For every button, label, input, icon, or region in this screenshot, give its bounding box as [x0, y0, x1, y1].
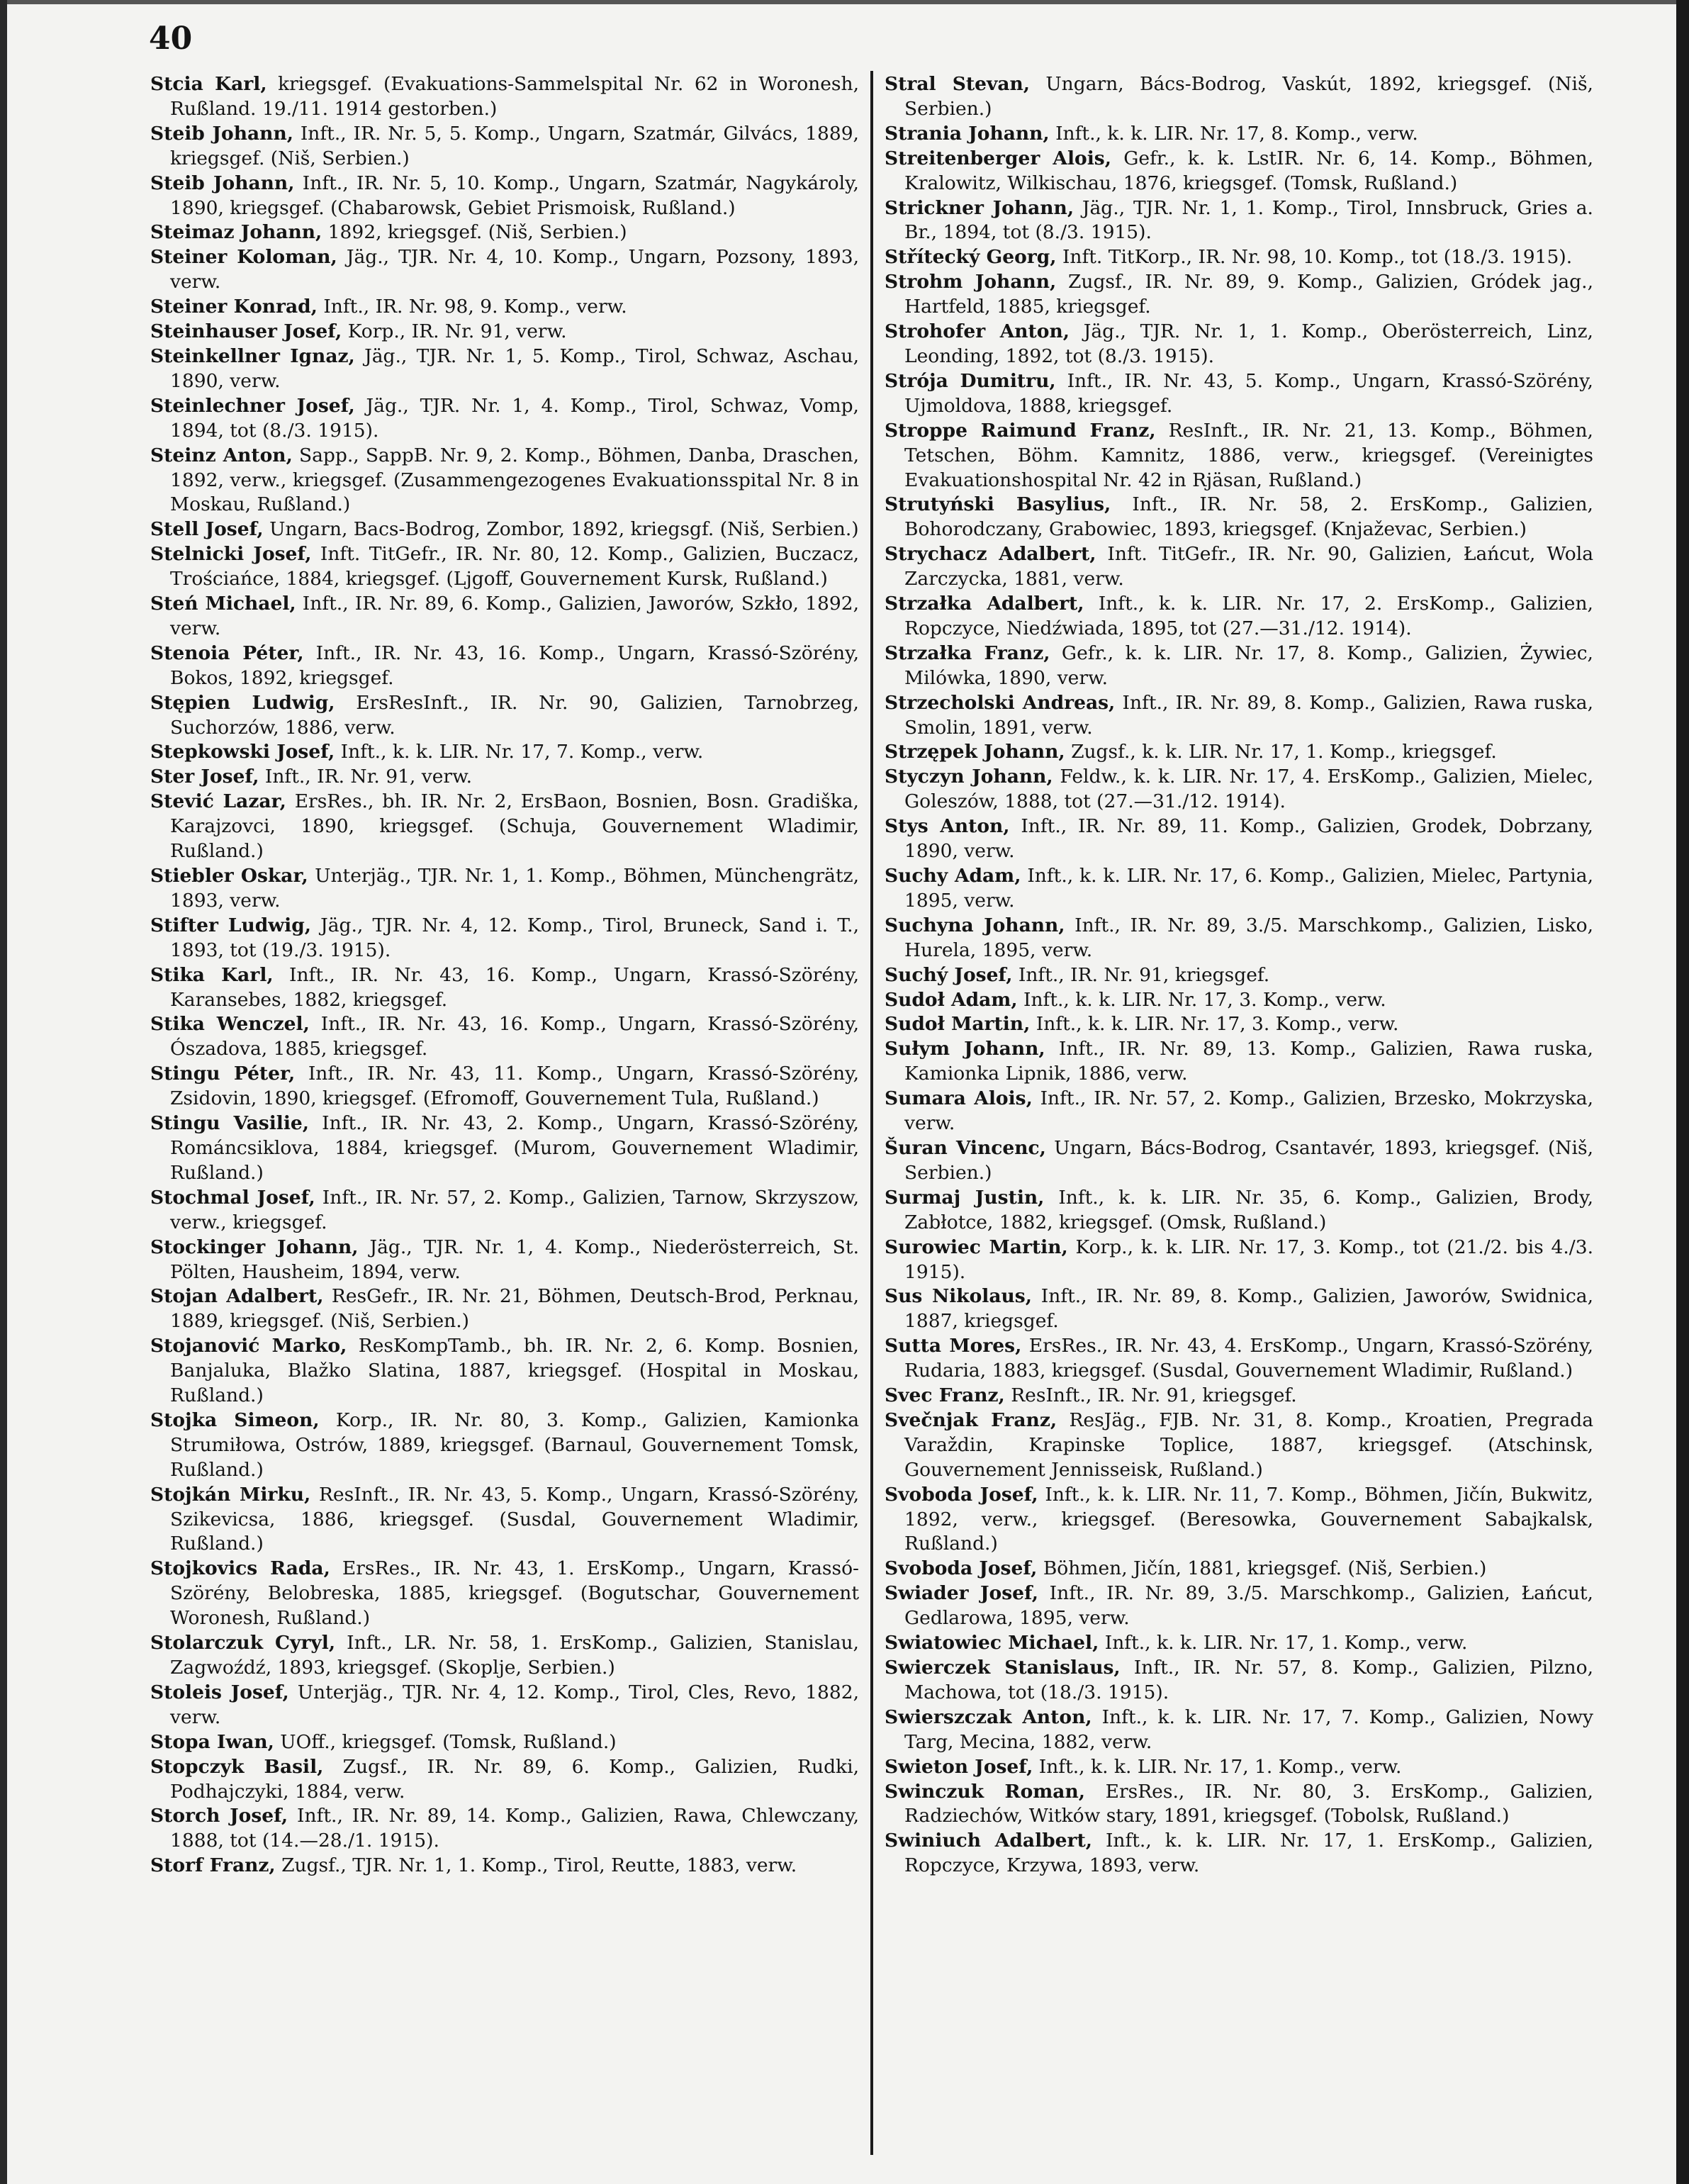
- entry-name: Steń Michael,: [150, 593, 296, 615]
- entry-name: Steinkellner Ignaz,: [150, 345, 355, 367]
- entry-details: Inft., k. k. LIR. Nr. 17, 8. Komp., verw.: [1049, 122, 1418, 145]
- list-entry: [150, 864, 859, 914]
- entry-details: Inft., LR. Nr. 58, 1. ErsKomp., Galizien, Stanislau, Zagwoźdź, 1893, kriegsgef. (Skoplje, Serbien.): [170, 1632, 859, 1679]
- entry-name: Stepkowski Josef,: [150, 741, 335, 763]
- entry-details: Inft. TitGefr., IR. Nr. 90, Galizien, Łańcut, Wola Zarczycka, 1881, verw.: [904, 543, 1593, 590]
- entry-name: Swiatowiec Michael,: [885, 1632, 1099, 1654]
- entry-details: Inft., IR. Nr. 43, 16. Komp., Ungarn, Krassó-Szörény, Ószadova, 1885, kriegsgef.: [170, 1013, 859, 1060]
- entry-name: Ster Josef,: [150, 766, 259, 788]
- entry-name: Stelnicki Josef,: [150, 543, 312, 566]
- entry-name: Steinlechner Josef,: [150, 394, 355, 417]
- list-entry: [885, 864, 1593, 914]
- entry-name: Strója Dumitru,: [885, 369, 1056, 392]
- entry-name: Suchyna Johann,: [885, 914, 1065, 936]
- list-entry: [885, 1087, 1593, 1136]
- entry-name: Storf Franz,: [150, 1854, 276, 1877]
- entry-name: Suchy Adam,: [885, 865, 1021, 887]
- entry-details: Inft., IR. Nr. 57, 2. Komp., Galizien, Brzesko, Mokrzyska, verw.: [904, 1087, 1593, 1135]
- entry-details: Korp., IR. Nr. 80, 3. Komp., Galizien, Kamionka Strumiłowa, Ostrów, 1889, kriegsgef. (Barnaul, Gouvernement Tomsk, Rußland.): [170, 1409, 859, 1481]
- entry-details: Inft., k. k. LIR. Nr. 11, 7. Komp., Böhmen, Jičín, Bukwitz, 1892, verw., kriegsgef. (Beresowka, Gouvernement Sabajkalsk, Rußland.): [904, 1483, 1593, 1555]
- entry-details: Inft., IR. Nr. 89, 14. Komp., Galizien, Rawa, Chlewczany, 1888, tot (14.—28./1. 1915).: [170, 1805, 859, 1852]
- scan-border-top: [0, 0, 1689, 4]
- list-entry: [150, 1012, 859, 1062]
- entry-name: Stojka Simeon,: [150, 1409, 320, 1431]
- entry-details: Inft., IR. Nr. 89, 13. Komp., Galizien, Rawa ruska, Kamionka Lipnik, 1886, verw.: [904, 1038, 1593, 1085]
- list-entry: [885, 1706, 1593, 1755]
- entry-name: Stys Anton,: [885, 815, 1010, 838]
- entry-name: Storch Josef,: [150, 1805, 288, 1827]
- entry-details: Jäg., TJR. Nr. 1, 1. Komp., Oberösterreich, Linz, Leonding, 1892, tot (8./3. 1915).: [904, 320, 1593, 367]
- list-entry: [150, 1483, 859, 1557]
- list-entry: [885, 1656, 1593, 1706]
- entry-details: Jäg., TJR. Nr. 1, 5. Komp., Tirol, Schwaz, Aschau, 1890, verw.: [170, 345, 859, 392]
- list-entry: [150, 122, 859, 172]
- entry-details: Inft., k. k. LIR. Nr. 35, 6. Komp., Galizien, Brody, Zabłotce, 1882, kriegsgef. (Omsk, Rußland.): [904, 1186, 1593, 1233]
- entry-name: Sumara Alois,: [885, 1087, 1033, 1110]
- list-entry: [885, 542, 1593, 592]
- entry-name: Střítecký Georg,: [885, 246, 1057, 269]
- list-entry: [885, 1557, 1593, 1581]
- entry-details: Inft., IR. Nr. 43, 5. Komp., Ungarn, Krassó-Szörény, Ujmoldova, 1888, kriegsgef.: [904, 369, 1593, 417]
- list-entry: [885, 765, 1593, 814]
- list-entry: [150, 592, 859, 642]
- entry-details: Inft., IR. Nr. 43, 2. Komp., Ungarn, Krassó-Szörény, Románcsiklova, 1884, kriegsgef. (Murom, Gouvernement Wladimir, Rußland.): [170, 1112, 859, 1184]
- entry-details: Inft., IR. Nr. 89, 8. Komp., Galizien, Rawa ruska, Smolin, 1891, verw.: [904, 691, 1593, 739]
- entry-name: Stral Stevan,: [885, 73, 1031, 95]
- list-entry: [885, 1037, 1593, 1087]
- entry-name: Stell Josef,: [150, 518, 264, 541]
- entry-details: Zugsf., TJR. Nr. 1, 1. Komp., Tirol, Reutte, 1883, verw.: [275, 1854, 797, 1877]
- list-entry: [150, 1284, 859, 1334]
- entry-details: Inft., k. k. LIR. Nr. 17, 7. Komp., verw.: [335, 741, 704, 763]
- entry-details: Inft., k. k. LIR. Nr. 17, 6. Komp., Galizien, Mielec, Partynia, 1895, verw.: [904, 865, 1593, 912]
- entry-name: Stika Wenczel,: [150, 1013, 310, 1036]
- entry-details: Inft., IR. Nr. 89, 11. Komp., Galizien, Grodek, Dobrzany, 1890, verw.: [904, 815, 1593, 863]
- list-entry: [150, 1186, 859, 1236]
- entry-name: Strohofer Anton,: [885, 320, 1070, 343]
- entry-details: ErsRes., IR. Nr. 43, 1. ErsKomp., Ungarn, Krassó-Szörény, Belobreska, 1885, kriegsgef. (Bogutschar, Gouvernement Woronesh, Rußland.): [170, 1557, 859, 1630]
- list-entry: [150, 1557, 859, 1631]
- entry-details: Inft., IR. Nr. 89, 3./5. Marschkomp., Galizien, Łańcut, Gedlarowa, 1895, verw.: [904, 1582, 1593, 1630]
- entry-name: Stika Karl,: [150, 963, 274, 986]
- entry-name: Stojkán Mirku,: [150, 1483, 311, 1506]
- list-entry: [150, 740, 859, 765]
- entry-name: Stroppe Raimund Franz,: [885, 419, 1156, 442]
- entry-name: Stopczyk Basil,: [150, 1755, 324, 1778]
- list-entry: [885, 1581, 1593, 1631]
- entry-details: ResJäg., FJB. Nr. 31, 8. Komp., Kroatien, Pregrada Varaždin, Krapinske Toplice, 1887, kriegsgef. (Atschinsk, Gouvernement Jennisseisk, Rußland.): [904, 1409, 1593, 1481]
- entry-name: Strania Johann,: [885, 122, 1050, 145]
- entry-details: ResInft., IR. Nr. 43, 5. Komp., Ungarn, Krassó-Szörény, Szikevicsa, 1886, kriegsgef. (Susdal, Gouvernement Wladimir, Rußland.): [170, 1483, 859, 1555]
- entry-name: Swierczek Stanislaus,: [885, 1657, 1121, 1679]
- entry-details: ResInft., IR. Nr. 21, 13. Komp., Böhmen, Tetschen, Böhm. Kamnitz, 1886, verw., kriegsgef. (Vereinigtes Evakuationshospital Nr. 42 in Rjäsan, Rußland.): [904, 419, 1593, 491]
- entry-details: Inft., IR. Nr. 89, 8. Komp., Galizien, Jaworów, Swidnica, 1887, kriegsgef.: [904, 1285, 1593, 1333]
- entry-details: Jäg., TJR. Nr. 1, 4. Komp., Tirol, Schwaz, Vomp, 1894, tot (8./3. 1915).: [170, 394, 859, 442]
- entry-details: Böhmen, Jičín, 1881, kriegsgef. (Niš, Serbien.): [1037, 1557, 1487, 1580]
- list-entry: [150, 345, 859, 394]
- list-entry: [885, 1829, 1593, 1878]
- entry-details: Gefr., k. k. LIR. Nr. 17, 8. Komp., Galizien, Żywiec, Milówka, 1890, verw.: [904, 642, 1593, 689]
- list-entry: [885, 493, 1593, 542]
- list-entry: [150, 1854, 859, 1878]
- entry-name: Stcia Karl,: [150, 73, 267, 95]
- entry-details: Ungarn, Bács-Bodrog, Csantavér, 1893, kriegsgef. (Niš, Serbien.): [904, 1136, 1593, 1184]
- list-entry: [885, 245, 1593, 270]
- list-entry: [885, 642, 1593, 691]
- list-entry: [150, 914, 859, 963]
- list-entry: [885, 1409, 1593, 1483]
- entry-details: Inft., IR. Nr. 58, 2. ErsKomp., Galizien, Bohorodczany, Grabowiec, 1893, kriegsgef. (Knjaževac, Serbien.): [904, 493, 1593, 541]
- entry-details: Korp., IR. Nr. 91, verw.: [342, 320, 567, 343]
- entry-name: Swieton Josef,: [885, 1755, 1033, 1778]
- entry-name: Strzępek Johann,: [885, 741, 1065, 763]
- entry-name: Streitenberger Alois,: [885, 147, 1111, 169]
- entry-name: Surowiec Martin,: [885, 1236, 1068, 1258]
- entry-name: Šuran Vincenc,: [885, 1136, 1046, 1159]
- entry-details: Inft., IR. Nr. 91, kriegsgef.: [1012, 963, 1270, 986]
- list-entry: [885, 1384, 1593, 1409]
- entry-name: Stojan Adalbert,: [150, 1285, 324, 1308]
- entry-name: Svečnjak Franz,: [885, 1409, 1057, 1431]
- entry-details: Zugsf., IR. Nr. 89, 6. Komp., Galizien, Rudki, Podhajczyki, 1884, verw.: [170, 1755, 859, 1803]
- list-entry: [150, 245, 859, 295]
- list-entry: [150, 1755, 859, 1805]
- entry-name: Strychacz Adalbert,: [885, 543, 1096, 566]
- entry-details: Zugsf., k. k. LIR. Nr. 17, 1. Komp., kriegsgef.: [1065, 741, 1497, 763]
- list-entry: [150, 72, 859, 122]
- entry-name: Stępien Ludwig,: [150, 691, 335, 714]
- entry-name: Sułym Johann,: [885, 1038, 1045, 1060]
- entry-name: Strickner Johann,: [885, 196, 1074, 219]
- entry-name: Stoleis Josef,: [150, 1681, 289, 1703]
- entry-name: Suchý Josef,: [885, 963, 1013, 986]
- scan-border-right: [1676, 0, 1689, 2184]
- list-entry: [885, 1236, 1593, 1285]
- entry-name: Strutyński Basylius,: [885, 493, 1111, 516]
- entry-name: Steib Johann,: [150, 122, 293, 145]
- entry-name: Stingu Vasilie,: [150, 1112, 309, 1135]
- list-entry: [150, 642, 859, 691]
- list-entry: [150, 691, 859, 741]
- entry-name: Sudoł Martin,: [885, 1013, 1031, 1036]
- list-entry: [150, 1730, 859, 1755]
- entry-details: Inft., k. k. LIR. Nr. 17, 2. ErsKomp., Galizien, Ropczyce, Niedźwiada, 1895, tot (27.—31./12. 1914).: [904, 593, 1593, 639]
- list-entry: [885, 814, 1593, 864]
- column-divider: [870, 71, 873, 2155]
- entry-details: Inft., IR. Nr. 57, 8. Komp., Galizien, Pilzno, Machowa, tot (18./3. 1915).: [904, 1657, 1593, 1703]
- list-entry: [885, 914, 1593, 963]
- list-entry: [885, 1334, 1593, 1384]
- entry-details: Jäg., TJR. Nr. 1, 4. Komp., Niederösterreich, St. Pölten, Hausheim, 1894, verw.: [170, 1236, 859, 1283]
- entry-details: Jäg., TJR. Nr. 1, 1. Komp., Tirol, Innsbruck, Gries a. Br., 1894, tot (8./3. 1915).: [904, 196, 1593, 244]
- left-column: [150, 72, 859, 2163]
- entry-name: Stević Lazar,: [150, 790, 286, 813]
- entry-name: Surmaj Justin,: [885, 1186, 1045, 1209]
- list-entry: [885, 270, 1593, 320]
- entry-details: Ungarn, Bács-Bodrog, Vaskút, 1892, kriegsgef. (Niš, Serbien.): [904, 73, 1593, 120]
- list-entry: [885, 419, 1593, 493]
- entry-name: Stifter Ludwig,: [150, 914, 311, 936]
- list-entry: [150, 1334, 859, 1409]
- list-entry: [885, 122, 1593, 147]
- list-entry: [885, 147, 1593, 196]
- entry-name: Steiner Konrad,: [150, 296, 318, 318]
- entry-name: Swiader Josef,: [885, 1582, 1039, 1605]
- entry-name: Steinhauser Josef,: [150, 320, 342, 343]
- entry-details: ErsResInft., IR. Nr. 90, Galizien, Tarnobrzeg, Suchorzów, 1886, verw.: [170, 691, 859, 739]
- entry-details: Unterjäg., TJR. Nr. 4, 12. Komp., Tirol, Cles, Revo, 1882, verw.: [170, 1681, 859, 1728]
- entry-name: Svoboda Josef,: [885, 1483, 1038, 1506]
- list-entry: [150, 295, 859, 320]
- list-entry: [150, 320, 859, 345]
- list-entry: [885, 1755, 1593, 1780]
- list-entry: [885, 963, 1593, 988]
- list-entry: [150, 394, 859, 444]
- entry-name: Steiner Koloman,: [150, 246, 337, 269]
- entry-details: ErsRes., IR. Nr. 80, 3. ErsKomp., Galizien, Radziechów, Witków stary, 1891, kriegsgef. (Tobolsk, Rußland.): [904, 1780, 1593, 1827]
- entry-details: Inft., IR. Nr. 89, 3./5. Marschkomp., Galizien, Lisko, Hurela, 1895, verw.: [904, 914, 1593, 961]
- list-entry: [150, 765, 859, 790]
- entry-details: Inft., IR. Nr. 43, 11. Komp., Ungarn, Krassó-Szörény, Zsidovin, 1890, kriegsgef. (Efromoff, Gouvernement Tula, Rußland.): [170, 1063, 859, 1110]
- entry-details: Gefr., k. k. LstIR. Nr. 6, 14. Komp., Böhmen, Kralowitz, Wilkischau, 1876, kriegsgef. (Tomsk, Rußland.): [904, 147, 1593, 194]
- entry-details: ResGefr., IR. Nr. 21, Böhmen, Deutsch-Brod, Perknau, 1889, kriegsgef. (Niš, Serbien.): [170, 1285, 859, 1333]
- list-entry: [150, 1681, 859, 1730]
- list-entry: [885, 1631, 1593, 1656]
- entry-name: Stopa Iwan,: [150, 1730, 274, 1753]
- entry-name: Stojkovics Rada,: [150, 1557, 330, 1580]
- list-entry: [885, 72, 1593, 122]
- entry-name: Steib Johann,: [150, 172, 295, 194]
- entry-details: Inft., IR. Nr. 5, 5. Komp., Ungarn, Szatmár, Gilvács, 1889, kriegsgef. (Niš, Serbien.): [170, 122, 859, 169]
- entry-details: Inft., k. k. LIR. Nr. 17, 3. Komp., verw.: [1030, 1013, 1399, 1036]
- list-entry: [885, 740, 1593, 765]
- entry-details: ResKompTamb., bh. IR. Nr. 2, 6. Komp. Bosnien, Banjaluka, Blažko Slatina, 1887, kriegsgef. (Hospital in Moskau, Rußland.): [170, 1335, 859, 1407]
- entry-details: Inft., IR. Nr. 89, 6. Komp., Galizien, Jaworów, Szkło, 1892, verw.: [170, 593, 859, 639]
- entry-name: Stockinger Johann,: [150, 1236, 359, 1258]
- entry-name: Stenoia Péter,: [150, 642, 304, 664]
- entry-name: Steinz Anton,: [150, 444, 293, 466]
- list-entry: [885, 196, 1593, 246]
- entry-details: ResInft., IR. Nr. 91, kriegsgef.: [1004, 1384, 1297, 1407]
- list-entry: [885, 1186, 1593, 1236]
- list-entry: [150, 542, 859, 592]
- list-entry: [885, 1012, 1593, 1037]
- entry-name: Stiebler Oskar,: [150, 865, 308, 887]
- entry-details: ErsRes., bh. IR. Nr. 2, ErsBaon, Bosnien, Bosn. Gradiška, Karajzovci, 1890, kriegsgef. (Schuja, Gouvernement Wladimir, Rußland.): [170, 790, 859, 863]
- entry-details: Inft., k. k. LIR. Nr. 17, 3. Komp., verw.: [1017, 988, 1386, 1011]
- list-entry: [885, 1483, 1593, 1557]
- entry-name: Strzałka Franz,: [885, 642, 1050, 664]
- entry-name: Sus Nikolaus,: [885, 1285, 1032, 1308]
- list-entry: [150, 172, 859, 221]
- entry-details: kriegsgef. (Evakuations-Sammelspital Nr. 62 in Woronesh, Rußland. 19./11. 1914 gestorben.): [170, 73, 859, 120]
- entry-details: Inft. TitGefr., IR. Nr. 80, 12. Komp., Galizien, Buczacz, Trościańce, 1884, kriegsgef. (Ljgoff, Gouvernement Kursk, Rußland.): [170, 543, 859, 590]
- entry-details: UOff., kriegsgef. (Tomsk, Rußland.): [274, 1730, 617, 1753]
- entry-details: Inft., k. k. LIR. Nr. 17, 1. Komp., verw.: [1033, 1755, 1402, 1778]
- list-entry: [150, 1804, 859, 1854]
- entry-details: Jäg., TJR. Nr. 4, 12. Komp., Tirol, Bruneck, Sand i. T., 1893, tot (19./3. 1915).: [170, 914, 859, 961]
- entry-details: 1892, kriegsgef. (Niš, Serbien.): [322, 221, 627, 244]
- entry-details: Inft., k. k. LIR. Nr. 17, 7. Komp., Galizien, Nowy Targ, Mecina, 1882, verw.: [904, 1706, 1593, 1753]
- entry-details: Inft., IR. Nr. 57, 2. Komp., Galizien, Tarnow, Skrzyszow, verw., kriegsgef.: [170, 1186, 859, 1233]
- entry-name: Sutta Mores,: [885, 1335, 1022, 1357]
- entry-name: Swiniuch Adalbert,: [885, 1830, 1092, 1852]
- entry-name: Svoboda Josef,: [885, 1557, 1038, 1580]
- list-entry: [150, 444, 859, 518]
- list-entry: [885, 1284, 1593, 1334]
- entry-name: Steimaz Johann,: [150, 221, 322, 244]
- entry-details: Inft., k. k. LIR. Nr. 17, 1. ErsKomp., Galizien, Ropczyce, Krzywa, 1893, verw.: [904, 1830, 1593, 1877]
- list-entry: [150, 1409, 859, 1483]
- entry-details: Inft. TitKorp., IR. Nr. 98, 10. Komp., tot (18./3. 1915).: [1056, 246, 1573, 269]
- list-entry: [885, 1136, 1593, 1186]
- list-entry: [150, 1236, 859, 1285]
- entry-details: Inft., IR. Nr. 98, 9. Komp., verw.: [317, 296, 627, 318]
- list-entry: [150, 1631, 859, 1681]
- entry-details: Inft., k. k. LIR. Nr. 17, 1. Komp., verw.: [1099, 1632, 1468, 1654]
- entry-name: Strzałka Adalbert,: [885, 593, 1084, 615]
- list-entry: [885, 320, 1593, 369]
- right-column: [885, 72, 1593, 2163]
- entry-details: Inft., IR. Nr. 43, 16. Komp., Ungarn, Krassó-Szörény, Karansebes, 1882, kriegsgef.: [170, 963, 859, 1011]
- scan-border-left: [0, 0, 7, 2184]
- entry-details: Feldw., k. k. LIR. Nr. 17, 4. ErsKomp., Galizien, Mielec, Goleszów, 1888, tot (27.—31./12. 1914).: [904, 766, 1593, 813]
- list-entry: [150, 790, 859, 864]
- entry-details: Zugsf., IR. Nr. 89, 9. Komp., Galizien, Gródek jag., Hartfeld, 1885, kriegsgef.: [904, 271, 1593, 318]
- list-entry: [150, 1062, 859, 1111]
- entry-name: Stochmal Josef,: [150, 1186, 315, 1209]
- list-entry: [885, 592, 1593, 642]
- list-entry: [885, 988, 1593, 1013]
- entry-name: Stojanović Marko,: [150, 1335, 347, 1357]
- entry-details: Ungarn, Bacs-Bodrog, Zombor, 1892, kriegsgf. (Niš, Serbien.): [263, 518, 859, 541]
- list-entry: [150, 517, 859, 542]
- entry-details: Korp., k. k. LIR. Nr. 17, 3. Komp., tot (21./2. bis 4./3. 1915).: [904, 1236, 1593, 1283]
- entry-name: Svec Franz,: [885, 1384, 1005, 1407]
- entry-details: ErsRes., IR. Nr. 43, 4. ErsKomp., Ungarn, Krassó-Szörény, Rudaria, 1883, kriegsgef. (Susdal, Gouvernement Wladimir, Rußland.): [904, 1335, 1593, 1382]
- entry-details: Sapp., SappB. Nr. 9, 2. Komp., Böhmen, Danba, Draschen, 1892, verw., kriegsgef. (Zusammengezogenes Evakuationsspital Nr. 8 in Moskau, Rußland.): [170, 444, 859, 516]
- entry-name: Swinczuk Roman,: [885, 1780, 1085, 1803]
- entry-details: Inft., IR. Nr. 43, 16. Komp., Ungarn, Krassó-Szörény, Bokos, 1892, kriegsgef.: [170, 642, 859, 689]
- list-entry: [885, 1780, 1593, 1830]
- entry-name: Strzecholski Andreas,: [885, 691, 1116, 714]
- list-entry: [150, 1111, 859, 1186]
- page-number: 40: [149, 21, 193, 57]
- entry-details: Inft., IR. Nr. 91, verw.: [259, 766, 473, 788]
- entry-details: Jäg., TJR. Nr. 4, 10. Komp., Ungarn, Pozsony, 1893, verw.: [170, 246, 859, 293]
- entry-name: Stingu Péter,: [150, 1063, 296, 1085]
- entry-details: Unterjäg., TJR. Nr. 1, 1. Komp., Böhmen, Münchengrätz, 1893, verw.: [170, 865, 859, 912]
- list-entry: [150, 963, 859, 1013]
- entry-name: Swierszczak Anton,: [885, 1706, 1092, 1728]
- entry-name: Styczyn Johann,: [885, 766, 1053, 788]
- entry-details: Inft., IR. Nr. 5, 10. Komp., Ungarn, Szatmár, Nagykároly, 1890, kriegsgef. (Chabarowsk, Gebiet Prismoisk, Rußland.): [170, 172, 859, 219]
- list-entry: [885, 369, 1593, 419]
- list-entry: [150, 220, 859, 245]
- entry-name: Stolarczuk Cyryl,: [150, 1632, 336, 1654]
- list-entry: [885, 691, 1593, 741]
- entry-name: Strohm Johann,: [885, 271, 1057, 293]
- entry-name: Sudoł Adam,: [885, 988, 1018, 1011]
